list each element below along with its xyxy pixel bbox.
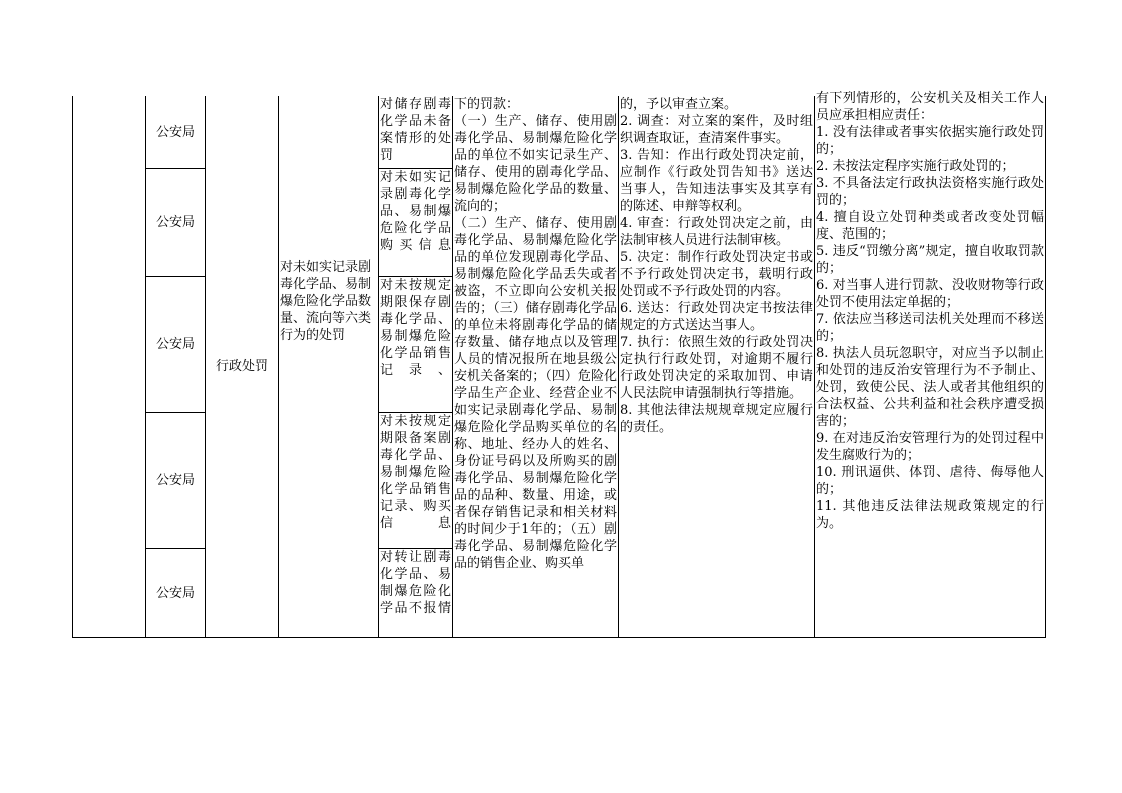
sub-item-cell: 对未按规定期限保存剧毒化学品、易制爆危险化学品销售记录、 [380, 278, 451, 378]
sub-item-cell: 对未如实记录剧毒化学品、易制爆危险化学品购买信息 [380, 170, 451, 253]
department-cell: 公安局 [155, 585, 195, 601]
liability-cell: 有下列情形的，公安机关及相关工作人员应承担相应责任： 1. 没有法律或者事实依据实施行政处罚的； 2. 未按法定程序实施行政处罚的； 3. 不具备法定行政执法资格实施行政处罚的； 4. 擅自设立处罚种类或者改变处罚幅度、范围的； 5. 违反“罚缴分离”规定，擅自收取罚款的； 6. 对当事人进行罚款、没收财物等行政处罚不使用法定单据的； 7. 依法应当移送司法机关处理而不移送的； 8. 执法人员玩忽职守，对应当予以制止和处罚的违反治安管理行为不予制止、处罚，致使公民、法人或者其他组织的合法权益、公共利益和社会秩序遭受损害的； 9. 在对违反治安管理行为的处罚过程中发生腐败行为的； 10. 刑讯逼供、体罚、虐待、侮辱他人的； 11. 其他违反法律法规政策规定的行为。 [816, 91, 1044, 531]
column-divider [452, 96, 453, 638]
table-border-bottom [72, 637, 1046, 638]
sub-item-cell: 对未按规定期限备案剧毒化学品、易制爆危险化学品销售记录、购买信息 [380, 414, 451, 531]
procedure-cell: 的，予以审查立案。 2. 调查：对立案的案件，及时组织调查取证，查清案件事实。 3. 告知：作出行政处罚决定前，应制作《行政处罚告知书》送达当事人，告知违法事实及其享有的陈述、申辩等权利。 4. 审查：行政处罚决定之前，由法制审核人员进行法制审核。 5. 决定：制作行政处罚决定书或不予行政处罚决定书，载明行政处罚或不予行政处罚的内容。 6. 送达：行政处罚决定书按法律规定的方式送达当事人。 7. 执行：依照生效的行政处罚决定执行行政处罚，对逾期不履行行政处罚决定的采取加罚、申请人民法院申请强制执行等措施。 8. 其他法律法规规章规定应履行的责任。 [620, 97, 813, 435]
sub-item-cell: 对转让剧毒化学品、易制爆危险化学品不报情 [380, 550, 451, 616]
department-cell: 公安局 [155, 124, 195, 140]
department-cell: 公安局 [155, 215, 195, 230]
responsibility-table [72, 91, 1046, 638]
table-border-right [1045, 96, 1046, 638]
category-cell: 行政处罚 [215, 359, 268, 374]
sub-item-cell: 对储存剧毒化学品未备案情形的处罚 [380, 97, 451, 163]
legal-basis-cell: 下的罚款： （一）生产、储存、使用剧毒化学品、易制爆危险化学品的单位不如实记录生产、储存、使用的剧毒化学品、易制爆危险化学品的数量、流向的； （二）生产、储存、使用剧毒化学品、易制爆危险化学品的单位发现剧毒化学品、易制爆危险化学品丢失或者被盗，不立即向公安机关报告的；（三）储存剧毒化学品的单位未将剧毒化学品的储存数量、储存地点以及管理人员的情况报所在地县级公安机关备案的；（四）危险化学品生产企业、经营企业不如实记录剧毒化学品、易制爆危险化学品购买单位的名称、地址、经办人的姓名、身份证号码以及所购买的剧毒化学品、易制爆危险化学品的品种、数量、用途，或者保存销售记录和相关材料的时间少于1年的；（五）剧毒化学品、易制爆危险化学品的销售企业、购买单 [454, 97, 617, 571]
column-divider [618, 96, 619, 638]
department-cell: 公安局 [155, 337, 195, 352]
department-cell: 公安局 [155, 473, 195, 488]
table-border-left [72, 96, 73, 638]
column-divider [278, 96, 279, 638]
column-divider [814, 96, 815, 638]
item-name-cell: 对未如实记录剧毒化学品、易制爆危险化学品数量、流向等六类行为的处罚 [280, 260, 372, 343]
column-divider [378, 96, 379, 638]
